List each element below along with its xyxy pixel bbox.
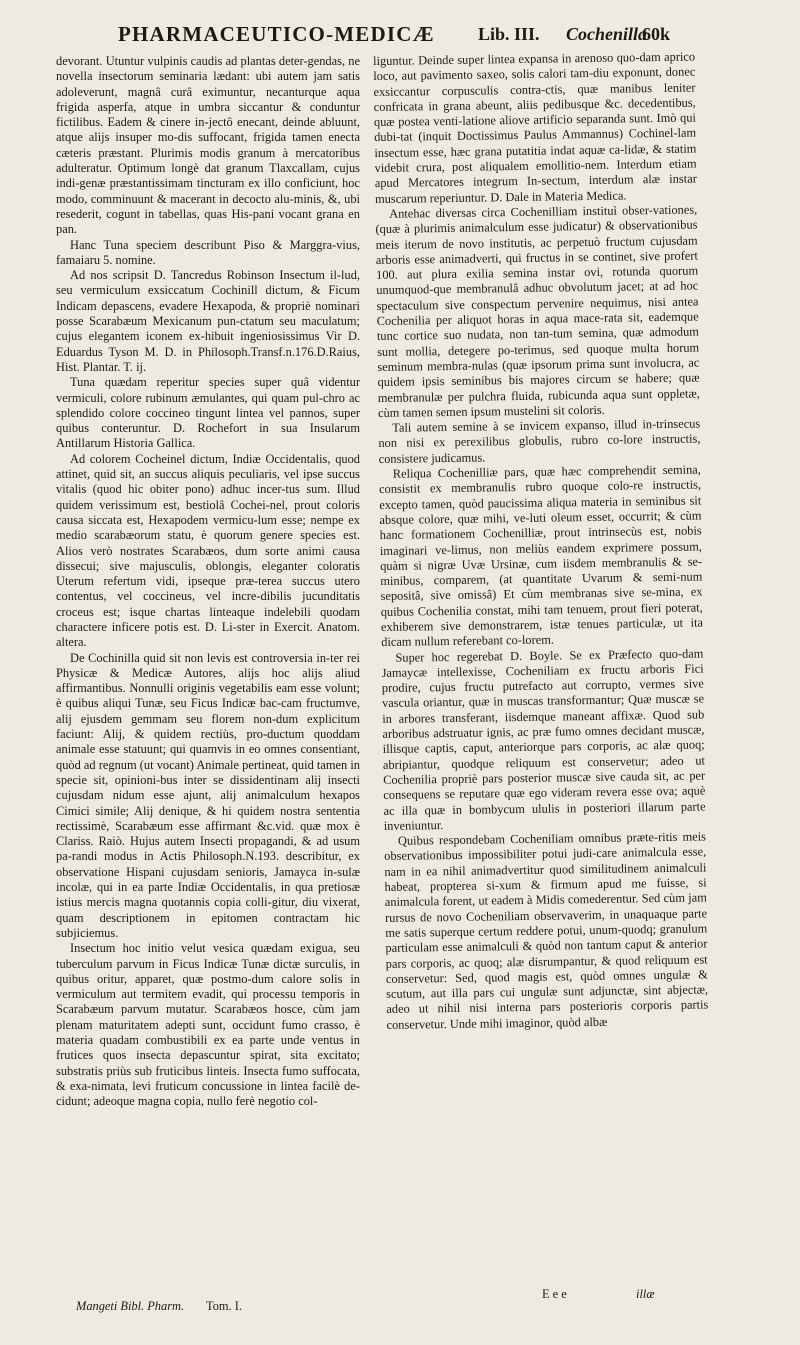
- page-footer: [56, 1287, 696, 1319]
- paragraph: Ad colorem Cocheinel dictum, Indiæ Occidentalis, quod attinet, quid sit, an succus aliquis peculiaris, vel ipse succus vitalis (quod hic obiter pono) adhuc incer-tus sum. Illud quidem verissimum est, bestiolâ Cochei-nel, prout coloris causa siccata est, Hexapodem vermicu-lum esse; nempe ex medio scarabæorum statu, è quorum genere species est. Alios verò nostrates Scarabæos, dum sorte animi causa dissecui; sive majusculis, oblongis, eleganter coloratis Uterum refertum vidi, ipseque præ-terea succus utero contentus, vel coccineus, vel incre-dibilis jucunditatis croceus est; isque chartas linteaque indelebili quodam charactere inficere potis est. D. Li-ster in Exercit. Anatom. altera.: [56, 451, 360, 650]
- paragraph: liguntur. Deinde super lintea expansa in arenoso quo-dam aprico loco, aut pavimento saxeo, solis calori tam-diu exponunt, donec exsiccantur corpusculis contra-ctis, quæ manibus leniter confricata in grana abeunt, aliis pedibusque &c. decedentibus, quæ postea venti-latione aliove artificio separanda sunt. Imò qui dubi-tat (inquit Doctissimus Paulus Ammannus) Cochinel-lam insectum esse, hæc grana putatitia indat aquæ ca-lidæ, & statim videbit crura, post aliqualem emollitio-nem. Interdum etiam apud Mercatores integrum In-sectum, interdum alæ instar muscarum reperiuntur. D. Dale in Materia Medica.: [373, 49, 697, 206]
- left-column: [56, 54, 360, 1109]
- footer-tome: Tom. I.: [206, 1299, 242, 1313]
- catchword: illæ: [636, 1287, 655, 1301]
- paragraph: Tali autem semine à se invicem expanso, illud in-trinsecus non nisi ex perexilibus globulis, rubro co-lore instructis, consistere judicamus.: [378, 416, 701, 466]
- right-column: [373, 50, 709, 1033]
- paragraph: Antehac diversas circa Cochenilliam instituì obser-vationes, (quæ à plurimis animalculum esse judicatur) & observationibus meis iterum de novo institutis, ac perpetuò fructum cujusdam arboris esse animadverti, qui fructus in se continet, sive profert 100. aut plura exilia semina instar ovi, rotunda quorum unumquod-que membranulâ adhuc obvolutum jacet; at ad hoc spectaculum sive conspectum pervenire nequimus, nisi antea Cochenilia per aliquot horas in aqua mace-rata sit, eademque tunc cortice suo nudata, non tan-tum semina, quæ admodum sunt mollia, detegere po-terimus, sed quoque multa horum seminum membra-nulas (quæ ipsorum prima sunt involucra, ac quidem ipsis seminibus bis majores circum se habere; quæ membranulæ per pulchra fluida, rubicunda aqua sunt oppletæ, cùm tamen semen ipsum mustelini sit coloris.: [375, 202, 700, 420]
- paragraph: Insectum hoc initio velut vesica quædam exigua, seu tuberculum parvum in Ficus Indicæ Tunæ dictæ surculis, in quibus oritur, apparet, quæ postmo-dum calore solis in vermiculum aut termitem evadit, qui processu temporis in Scarabæum parvum mutatur. Scarabæos hosce, cùm jam plenam maturitatem adepti sunt, occidunt fumo crasso, è materia quadam combustibili ex ea parte unde ventus in frutices quos insecta depascuntur spirat, sita excitato; substratis priùs sub fruticibus linteis. Insecta fumo suffocata, & exa-nimata, levi fruticum concussione in lintea facilè de-cidunt; adeoque magna copia, nullo ferè negotio col-: [56, 941, 360, 1109]
- paragraph: Hanc Tuna speciem describunt Piso & Marggra-vius, famaiaru 5. nomine.: [56, 237, 360, 267]
- running-title: PHARMACEUTICO-MEDICÆ: [118, 22, 435, 46]
- section-name: Cochenilla: [566, 24, 648, 44]
- book-reference: Lib. III.: [478, 24, 540, 44]
- paragraph: Ad nos scripsit D. Tancredus Robinson Insectum il-lud, seu vermiculum exsiccatum Cochinill dictum, & Ficum Indicam depascens, evadere Hexapoda, & propriè nominari posse Scarabæum Mexicanum pun-ctatum seu maculatum; cujus elegantem iconem ex-hibuit ingeniosissimus Vir D. Eduardus Tyson M. D. in Philosoph.Transf.n.176.D.Raius, Hist. Plantar. T. ij.: [56, 268, 360, 374]
- paragraph: devorant. Utuntur vulpinis caudis ad plantas deter-gendas, ne novella insectorum seminaria lædant: ubi autem jam satis adoleverunt, magnâ curâ eximuntur, necanturque aqua frigida asperfa, atque in umbra siccantur & conduntur fictilibus. Eadem & cinere in-jectô enecant, deinde abluunt, atque alijs insuper mo-dis suffocant, frigida tamen enecta cæteris præstant. Plurimis modis granum à mercatoribus adulteratur. Optimum longè dat granum Tlaxcallam, cujus indi-genæ præstantissimam tincturam ex illo conficiunt, hoc modo, comminuunt & macerant in decocto alu-minis, &, ubi resederit, cogunt in tabellas, quas His-pani vocant grana en pan.: [56, 54, 360, 237]
- paragraph: Tuna quædam reperitur species super quâ videntur vermiculi, colore rubinum æmulantes, qui quam pul-chro ac splendido colore coccineo tingunt lintea vel pannos, super quibus conteruntur. D. Rochefort in sua Insularum Antillarum Historia Gallica.: [56, 375, 360, 451]
- signature-mark: E e e: [542, 1287, 567, 1301]
- footer-source: Mangeti Bibl. Pharm.: [76, 1299, 185, 1313]
- paragraph: De Cochinilla quid sit non levis est controversia in-ter rei Physicæ & Medicæ Autores, alijs hoc alijs aliud affirmantibus. Nonnulli originis vegetabilis eam esse volunt; è quibus aliqui Tunæ, seu Ficus Indicæ bac-cam fructumve, alij ejusdem gemmam seu florem non-dum explicitum faciunt: Alij, & quidem rectiùs, pro-ductum quoddam animale esse statuunt; qui quamvis in eo omnes consentiant, quòd ad regnum (ut vocant) Animale pertineat, quid tamen in specie sit, opinioni-bus inter se dissidentinam alij insecti cujusdam nidum esse ajunt, alij animalculum hexapos Cimici simile; Alij denique, & hi quidem nostra sententia rectissimè, Scarabæum esse affirmant &c.vid. quæ mox è Clariss. Raiò. Hujus autem Insecti propagandi, & ad usum pa-randi modus in Actis Philosoph.N.193. describitur, ex observatione Hispani cujusdam senioris, Jamayca in-sulæ incolæ, qui in ea parte Indiæ Occidentalis, in qua pretiosæ istius mercis magna quotannis copia colli-gitur, diu vixerat, quam descriptionem in epitomen contractam hic subjiciemus.: [56, 650, 360, 940]
- paragraph: Reliqua Cochenilliæ pars, quæ hæc comprehendit semina, consistit ex membranulis rubro quoque colo-re instructis, excepto tamen, quòd paucissima aliqua materia in seminibus sit absque colore, quæ mihi, ve-luti oleum esset, occurrit; & cùm hanc formationem Cochenilliæ, prout intrinsecùs est, nobis imaginari ve-limus, non meliùs eandem exprimere possum, quàm si nigræ Uvæ Ursinæ, cum iisdem membranulis & se-minibus, comparem, (at quantitate Uvarum & semi-num sepositâ, sive omissâ) Et cùm membranas sive se-mina, ex quibus Cochenilia constat, mihi tam tenuem, prout fieri poterat, exhiberem sive demonstrarem, istæ tenues particulæ, ut ita dicam nullum referebant co-lorem.: [378, 462, 704, 650]
- page-number: 60k: [642, 24, 671, 44]
- paragraph: Super hoc regerebat D. Boyle. Se ex Præfecto quo-dam Jamaycæ intellexisse, Cocheniliam ex fructu arboris Fici prodire, cujus fructu putrefacto aut corrupto, vermes sive vascula oriantur, quæ in muscas transformantur; Quæ muscæ se in arbores transferant, iisdemque maneant affixæ. Quod sub arboribus adstruatur ignis, ac præ fumo omnes decidant muscæ, illisque captis, caput, anteriorque pars corporis, ac alæ quoq; abripiantur, quodque reliquum est conservetur; adeo ut Cochenilia propriè pars posterior muscæ sive cauda sit, ac per consequens se reputare quæ ego videram revera esse ova; aquè ac illa quæ in bombycum ululis in posteriori illarum parte inveniuntur.: [381, 646, 706, 833]
- paragraph: Quibus respondebam Cocheniliam omnibus præte-ritis meis observationibus impossibiliter potui judi-care animalcula esse, nam in ea nihil animadvertitur quod similitudinem animalculi habeat, propterea si-xum & firmum apud me fuisse, si animalcula forent, ut eadem à Midis comederentur. Sed cùm jam rursus de novo Cocheniliam observaverim, in unaquaque parte me satis superque certum reddere potui, unum-quodq; granulum particulam esse animalculi & quòd non tantum caput & anterior pars corporis, ac quoq; alæ disrumpantur, & quod reliquum est conservetur: Sed, quod magis est, quòd omnes ungulæ & scutum, aut illa pars cui ungulæ sunt adjunctæ, sint abjectæ, adeo ut nihil nisi interna pars posterioris corporis partis conservetur. Unde mihi imaginor, quòd albæ: [384, 829, 709, 1032]
